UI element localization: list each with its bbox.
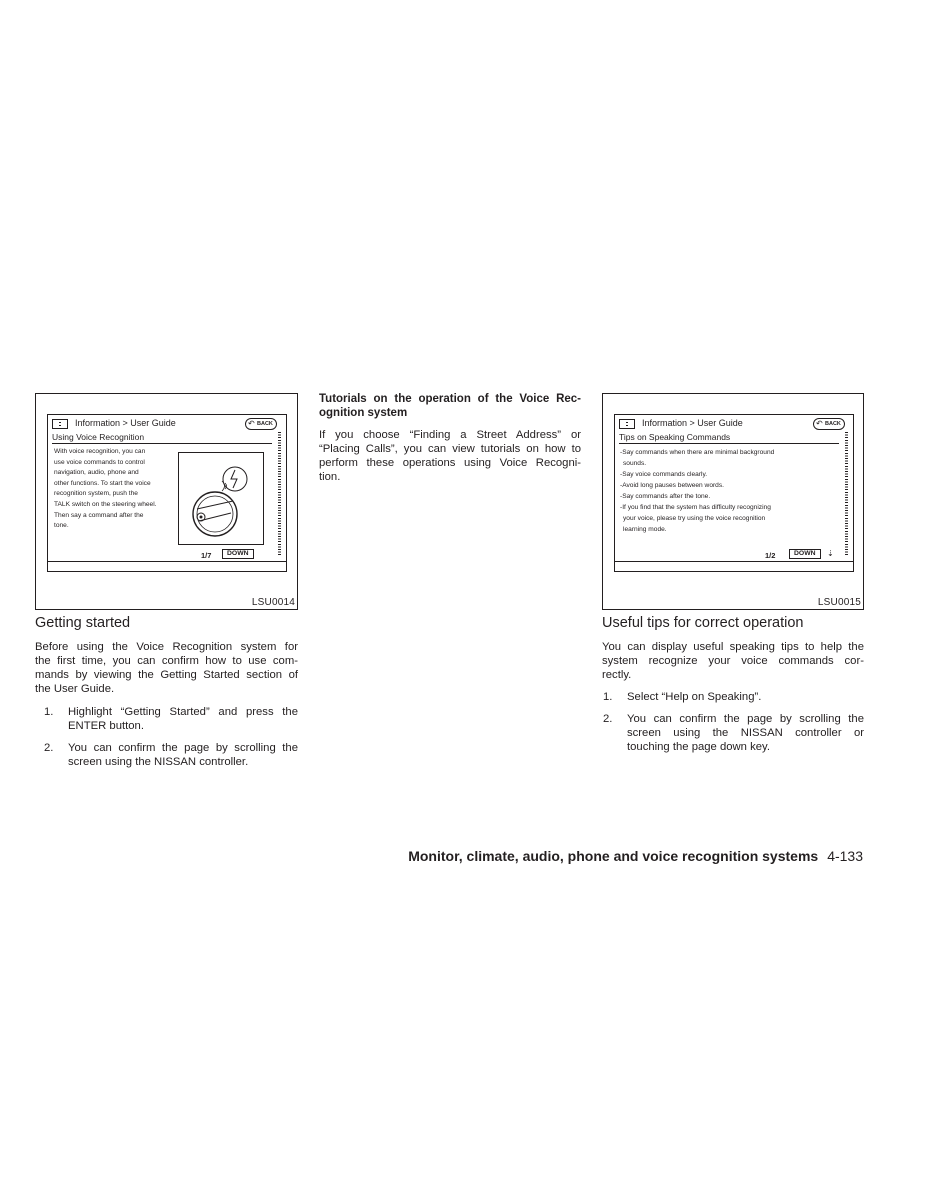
body-line: -Say commands after the tone. [620, 493, 711, 500]
figure-using-voice-recognition [35, 393, 298, 610]
page-down-button[interactable]: DOWN [222, 549, 254, 559]
page-indicator: 1/7 [201, 551, 212, 560]
list-item [44, 705, 298, 733]
body-line: other functions. To start the voice [54, 479, 151, 487]
body-line: sounds. [623, 460, 647, 467]
screen-body-text [54, 447, 157, 532]
list-item [44, 741, 298, 769]
text-line: mands by viewing the Getting Started section of [35, 669, 298, 681]
heading-useful-tips: Useful tips for correct operation [602, 615, 804, 631]
footer-divider [48, 561, 286, 562]
page-number: 4-133 [827, 848, 863, 864]
screen-header [48, 415, 286, 430]
body-line: -Avoid long pauses between words. [620, 482, 724, 489]
menu-icon[interactable] [52, 419, 68, 429]
body-line: your voice, please try using the voice recognition [623, 515, 766, 522]
getting-started-intro [35, 640, 298, 696]
list-number: 1. [603, 691, 613, 703]
text-line: If you choose “Finding a Street Address” or [319, 429, 581, 441]
text-line: rectly. [602, 669, 632, 681]
body-line: learning mode. [623, 526, 667, 533]
screen-title: Using Voice Recognition [52, 432, 272, 444]
tutorials-text [319, 428, 581, 484]
text-line: Highlight “Getting Started” and press the [68, 706, 298, 718]
body-line: tone. [54, 522, 69, 530]
body-line: -Say commands when there are minimal background [620, 449, 775, 456]
list-item [603, 712, 864, 754]
breadcrumb: Information > User Guide [642, 418, 743, 428]
figure-code: LSU0015 [817, 597, 861, 608]
scroll-down-icon[interactable]: ⇣ [827, 549, 834, 558]
breadcrumb: Information > User Guide [75, 418, 176, 428]
text-line: tion. [319, 471, 341, 483]
text-line: Select “Help on Speaking”. [627, 691, 762, 703]
back-arrow-icon: ↶ [816, 419, 823, 428]
screen-header [615, 415, 853, 430]
text-line: touching the page down key. [627, 741, 770, 753]
body-line: use voice commands to control [54, 458, 145, 466]
steering-wheel-talk-icon [179, 453, 263, 544]
text-line: You can display useful speaking tips to help the [602, 641, 864, 653]
figure-tips-on-speaking [602, 393, 864, 610]
text-line: You can confirm the page by scrolling the [68, 742, 298, 754]
heading-getting-started: Getting started [35, 615, 131, 631]
heading-line: ognition system [319, 407, 408, 419]
scrollbar[interactable] [278, 432, 281, 556]
back-arrow-icon: ↶ [248, 419, 255, 428]
back-button[interactable] [245, 418, 277, 430]
body-line: With voice recognition, you can [54, 448, 146, 455]
heading-tutorials [319, 392, 581, 420]
page-indicator: 1/2 [765, 551, 776, 560]
text-line: screen using the NISSAN controller. [68, 756, 249, 768]
screen-display [47, 414, 287, 572]
heading-line: Tutorials on the operation of the Voice Rec- [319, 393, 581, 405]
list-number: 1. [44, 706, 54, 718]
body-line: -Say voice commands clearly. [620, 471, 708, 478]
tips-intro [602, 640, 864, 682]
screen-title: Tips on Speaking Commands [619, 432, 839, 444]
scrollbar[interactable] [845, 432, 848, 556]
menu-icon[interactable] [619, 419, 635, 429]
page-down-button[interactable]: DOWN [789, 549, 821, 559]
footer-divider [615, 561, 853, 562]
text-line: the first time, you can confirm how to use com- [35, 655, 298, 667]
text-line: ENTER button. [68, 720, 144, 732]
body-line: TALK switch on the steering wheel. [54, 500, 157, 508]
figure-code: LSU0014 [251, 597, 295, 608]
text-line: perform these operations using Voice Recogni- [319, 457, 581, 469]
back-button[interactable] [813, 418, 845, 430]
text-line: You can confirm the page by scrolling the [627, 713, 864, 725]
list-number: 2. [44, 742, 54, 754]
text-line: system recognize your voice commands cor- [602, 655, 864, 667]
text-line: “Placing Calls”, you can view tutorials on how to [319, 443, 581, 455]
page-footer [408, 848, 863, 864]
screen-body-text [620, 447, 774, 535]
body-line: navigation, audio, phone and [54, 469, 139, 477]
back-label: BACK [825, 421, 841, 427]
list-number: 2. [603, 713, 613, 725]
text-line: the User Guide. [35, 683, 115, 695]
body-line: Then say a command after the [54, 511, 144, 519]
text-line: screen using the NISSAN controller or [627, 727, 864, 739]
list-item [603, 690, 864, 704]
steering-wheel-illustration [178, 452, 264, 545]
screen-display [614, 414, 854, 572]
body-line: recognition system, push the [54, 490, 138, 498]
back-label: BACK [257, 421, 273, 427]
chapter-title: Monitor, climate, audio, phone and voice recognition systems [408, 848, 819, 864]
text-line: Before using the Voice Recognition system for [35, 641, 298, 653]
body-line: -If you find that the system has difficulty recognizing [620, 504, 771, 511]
